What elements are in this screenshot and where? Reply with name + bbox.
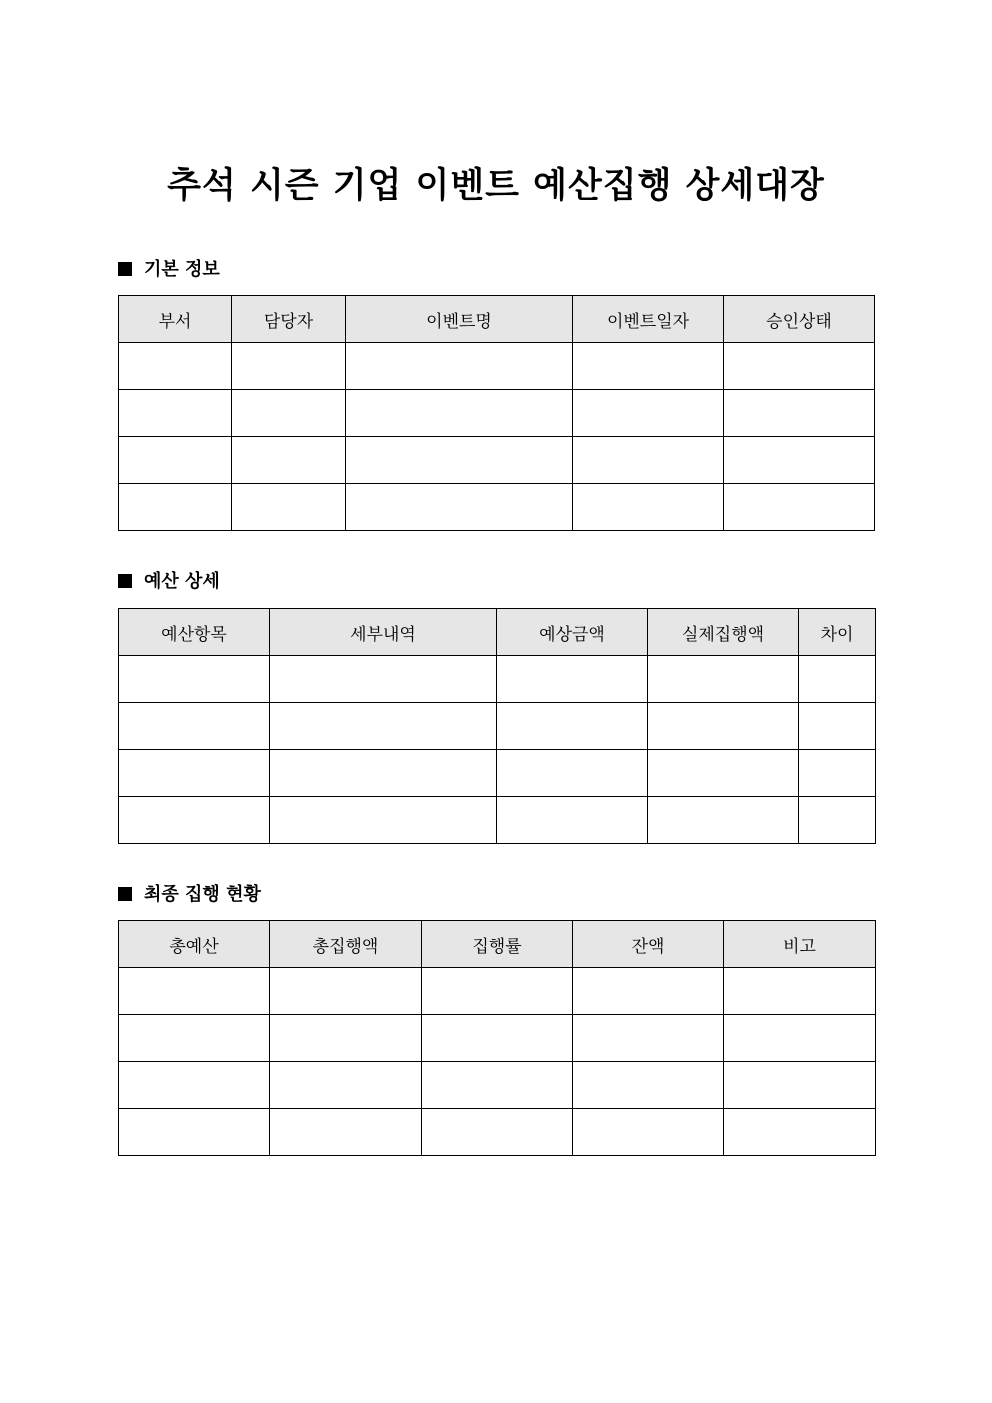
- table-cell: [119, 968, 270, 1015]
- table-cell: [119, 390, 232, 437]
- table-row: [119, 484, 875, 531]
- table-cell: [648, 750, 799, 797]
- table-cell: [497, 797, 648, 844]
- section-heading-label: 예산 상세: [144, 571, 220, 592]
- table-cell: [724, 437, 875, 484]
- table-cell: [270, 968, 422, 1015]
- table-cell: [119, 1109, 270, 1156]
- table-row: [119, 797, 876, 844]
- table-row: [119, 1015, 876, 1062]
- table-cell: [232, 390, 346, 437]
- table-cell: [119, 437, 232, 484]
- table-cell: [799, 750, 876, 797]
- table-cell: [119, 343, 232, 390]
- table-cell: [270, 750, 497, 797]
- column-header: 비고: [724, 921, 876, 968]
- table-cell: [232, 484, 346, 531]
- table-row: [119, 656, 876, 703]
- table-cell: [346, 437, 573, 484]
- table-cell: [648, 797, 799, 844]
- table-cell: [497, 656, 648, 703]
- square-bullet-icon: [118, 574, 132, 588]
- final-status-table: [118, 920, 876, 1156]
- column-header: 예산항목: [119, 609, 270, 656]
- table-cell: [799, 656, 876, 703]
- table-cell: [724, 343, 875, 390]
- table-cell: [270, 797, 497, 844]
- table-cell: [422, 1109, 573, 1156]
- document-title: 추석 시즌 기업 이벤트 예산집행 상세대장: [167, 166, 825, 206]
- table-cell: [648, 703, 799, 750]
- table-header-row: [119, 921, 876, 968]
- table-cell: [270, 1109, 422, 1156]
- table-row: [119, 968, 876, 1015]
- table-row: [119, 390, 875, 437]
- table-row: [119, 437, 875, 484]
- basic-info-table: [118, 295, 875, 531]
- table-cell: [346, 484, 573, 531]
- table-cell: [119, 1015, 270, 1062]
- table-cell: [573, 437, 724, 484]
- table-cell: [573, 1062, 724, 1109]
- table-cell: [497, 750, 648, 797]
- table-cell: [422, 1015, 573, 1062]
- table-cell: [270, 703, 497, 750]
- table-cell: [270, 1015, 422, 1062]
- column-header: 이벤트명: [346, 296, 573, 343]
- table-row: [119, 343, 875, 390]
- table-cell: [573, 390, 724, 437]
- table-cell: [270, 656, 497, 703]
- column-header: 차이: [799, 609, 876, 656]
- table-cell: [119, 797, 270, 844]
- table-header-row: [119, 296, 875, 343]
- square-bullet-icon: [118, 887, 132, 901]
- column-header: 세부내역: [270, 609, 497, 656]
- table-cell: [724, 484, 875, 531]
- table-cell: [648, 656, 799, 703]
- table-cell: [119, 1062, 270, 1109]
- table-cell: [119, 703, 270, 750]
- table-cell: [724, 390, 875, 437]
- table-cell: [724, 1015, 876, 1062]
- section-heading-label: 기본 정보: [144, 259, 220, 280]
- table-cell: [573, 1109, 724, 1156]
- table-row: [119, 1109, 876, 1156]
- column-header: 예상금액: [497, 609, 648, 656]
- column-header: 집행률: [422, 921, 573, 968]
- column-header: 총예산: [119, 921, 270, 968]
- table-row: [119, 1062, 876, 1109]
- column-header: 이벤트일자: [573, 296, 724, 343]
- table-cell: [346, 390, 573, 437]
- table-cell: [573, 1015, 724, 1062]
- table-cell: [422, 1062, 573, 1109]
- table-cell: [724, 1062, 876, 1109]
- section-heading-basic-info: [118, 256, 220, 284]
- section-heading-label: 최종 집행 현황: [144, 884, 261, 905]
- table-cell: [119, 656, 270, 703]
- table-cell: [119, 750, 270, 797]
- table-cell: [270, 1062, 422, 1109]
- table-cell: [573, 484, 724, 531]
- table-cell: [573, 968, 724, 1015]
- column-header: 잔액: [573, 921, 724, 968]
- table-row: [119, 750, 876, 797]
- table-cell: [724, 1109, 876, 1156]
- table-cell: [346, 343, 573, 390]
- column-header: 부서: [119, 296, 232, 343]
- column-header: 승인상태: [724, 296, 875, 343]
- table-cell: [232, 343, 346, 390]
- section-heading-budget-detail: [118, 568, 220, 596]
- budget-detail-table: [118, 608, 876, 844]
- table-cell: [799, 703, 876, 750]
- table-cell: [724, 968, 876, 1015]
- section-heading-final-status: [118, 881, 261, 909]
- column-header: 총집행액: [270, 921, 422, 968]
- table-cell: [497, 703, 648, 750]
- table-cell: [119, 484, 232, 531]
- table-cell: [573, 343, 724, 390]
- table-cell: [799, 797, 876, 844]
- column-header: 실제집행액: [648, 609, 799, 656]
- square-bullet-icon: [118, 262, 132, 276]
- table-cell: [232, 437, 346, 484]
- table-header-row: [119, 609, 876, 656]
- column-header: 담당자: [232, 296, 346, 343]
- table-row: [119, 703, 876, 750]
- table-cell: [422, 968, 573, 1015]
